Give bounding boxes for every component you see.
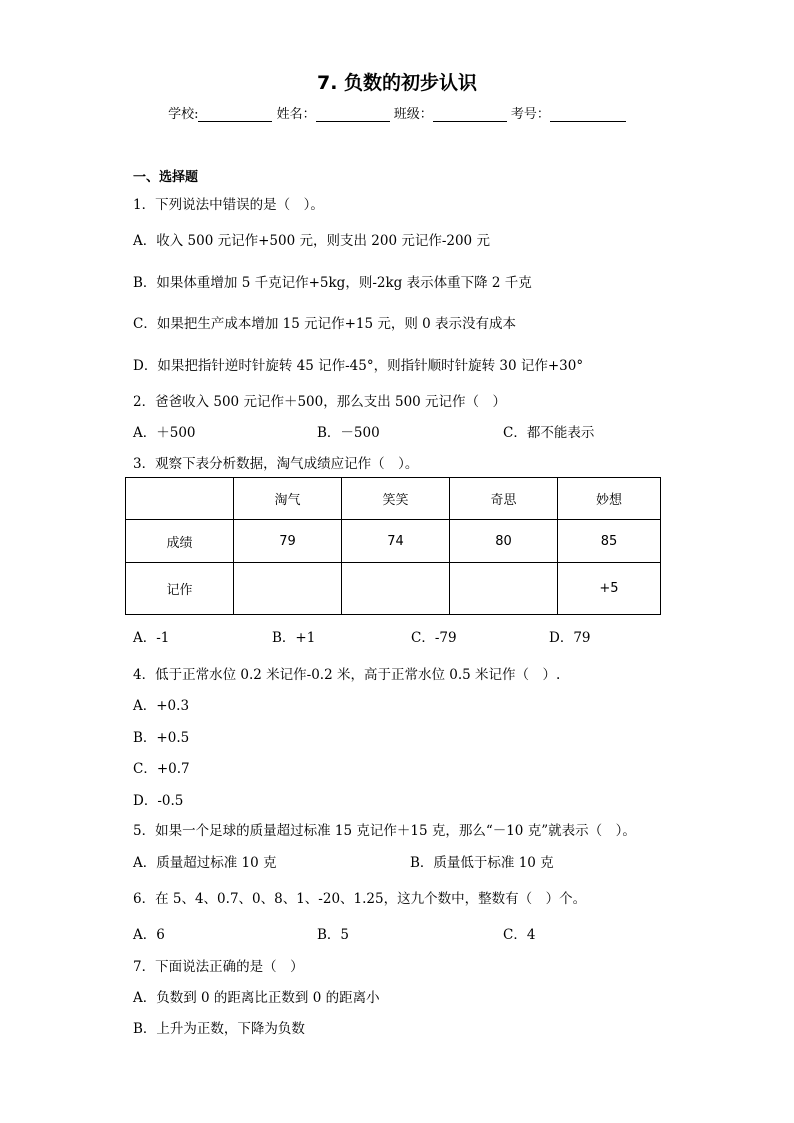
score-table <box>125 477 661 615</box>
question-1-stem: 1．下列说法中错误的是（ ）。 <box>133 197 324 213</box>
name-blank[interactable] <box>316 107 390 122</box>
table-cell: +5 <box>558 563 661 615</box>
question-3-option-a[interactable]: A．-1 <box>133 630 170 646</box>
question-5-stem: 5．如果一个足球的质量超过标准 15 克记作＋15 克，那么“－10 克”就表示（ ）。 <box>133 823 636 839</box>
question-7-stem: 7．下面说法正确的是（ ） <box>133 959 304 975</box>
question-4-option-b[interactable]: B．+0.5 <box>133 730 190 746</box>
table-cell: 85 <box>558 520 661 563</box>
table-cell <box>450 563 558 615</box>
table-cell: 笑笑 <box>342 478 450 520</box>
table-row <box>126 520 661 563</box>
table-cell: 记作 <box>126 563 234 615</box>
student-info-line <box>0 103 794 122</box>
question-2-stem: 2．爸爸收入 500 元记作＋500，那么支出 500 元记作（ ） <box>133 394 507 410</box>
table-cell <box>234 563 342 615</box>
table-row <box>126 563 661 615</box>
table-cell <box>126 478 234 520</box>
question-1-option-c[interactable]: C．如果把生产成本增加 15 元记作+15 元，则 0 表示没有成本 <box>133 316 517 332</box>
table-cell <box>342 563 450 615</box>
question-4-stem: 4．低于正常水位 0.2 米记作-0.2 米，高于正常水位 0.5 米记作（ ）. <box>133 667 561 683</box>
name-label: 姓名： <box>276 107 316 122</box>
question-6-stem: 6．在 5、4、0.7、0、8、1、-20、1.25，这九个数中，整数有（ ）个。 <box>133 891 587 907</box>
question-1-option-d[interactable]: D．如果把指针逆时针旋转 45 记作-45°，则指针顺时针旋转 30 记作+30° <box>133 358 584 374</box>
question-1-option-b[interactable]: B．如果体重增加 5 千克记作+5kg，则-2kg 表示体重下降 2 千克 <box>133 275 532 291</box>
question-5-option-b[interactable]: B．质量低于标准 10 克 <box>410 855 554 871</box>
page-title: 7. 负数的初步认识 <box>316 72 478 94</box>
exam-no-label: 考号： <box>510 107 550 122</box>
section-heading: 一、选择题 <box>133 170 199 185</box>
table-cell: 成绩 <box>126 520 234 563</box>
question-2-option-a[interactable]: A．＋500 <box>133 425 196 441</box>
question-6-option-b[interactable]: B．5 <box>317 927 350 943</box>
question-7-option-a[interactable]: A．负数到 0 的距离比正数到 0 的距离小 <box>133 990 380 1006</box>
question-4-option-d[interactable]: D．-0.5 <box>133 793 184 809</box>
class-label: 班级： <box>393 107 433 122</box>
question-6-option-c[interactable]: C．4 <box>503 927 536 943</box>
table-cell: 74 <box>342 520 450 563</box>
table-row <box>126 478 661 520</box>
question-7-option-b[interactable]: B．上升为正数，下降为负数 <box>133 1021 305 1037</box>
table-cell: 79 <box>234 520 342 563</box>
question-2-option-c[interactable]: C．都不能表示 <box>503 425 595 441</box>
question-3-stem: 3．观察下表分析数据，淘气成绩应记作（ ）。 <box>133 456 419 472</box>
question-3-option-d[interactable]: D．79 <box>549 630 591 646</box>
class-blank[interactable] <box>433 107 507 122</box>
table-cell: 妙想 <box>558 478 661 520</box>
table-cell: 淘气 <box>234 478 342 520</box>
question-6-option-a[interactable]: A．6 <box>133 927 165 943</box>
question-3-option-c[interactable]: C．-79 <box>411 630 457 646</box>
table-cell: 奇思 <box>450 478 558 520</box>
question-4-option-a[interactable]: A．+0.3 <box>133 698 190 714</box>
question-5-option-a[interactable]: A．质量超过标准 10 克 <box>133 855 277 871</box>
question-1-option-a[interactable]: A．收入 500 元记作+500 元，则支出 200 元记作-200 元 <box>133 233 490 249</box>
exam-no-blank[interactable] <box>550 107 626 122</box>
table-cell: 80 <box>450 520 558 563</box>
question-2-option-b[interactable]: B．－500 <box>317 425 380 441</box>
school-label: 学校: <box>168 107 199 122</box>
question-4-option-c[interactable]: C．+0.7 <box>133 761 190 777</box>
question-3-option-b[interactable]: B．+1 <box>272 630 316 646</box>
school-blank[interactable] <box>198 107 272 122</box>
